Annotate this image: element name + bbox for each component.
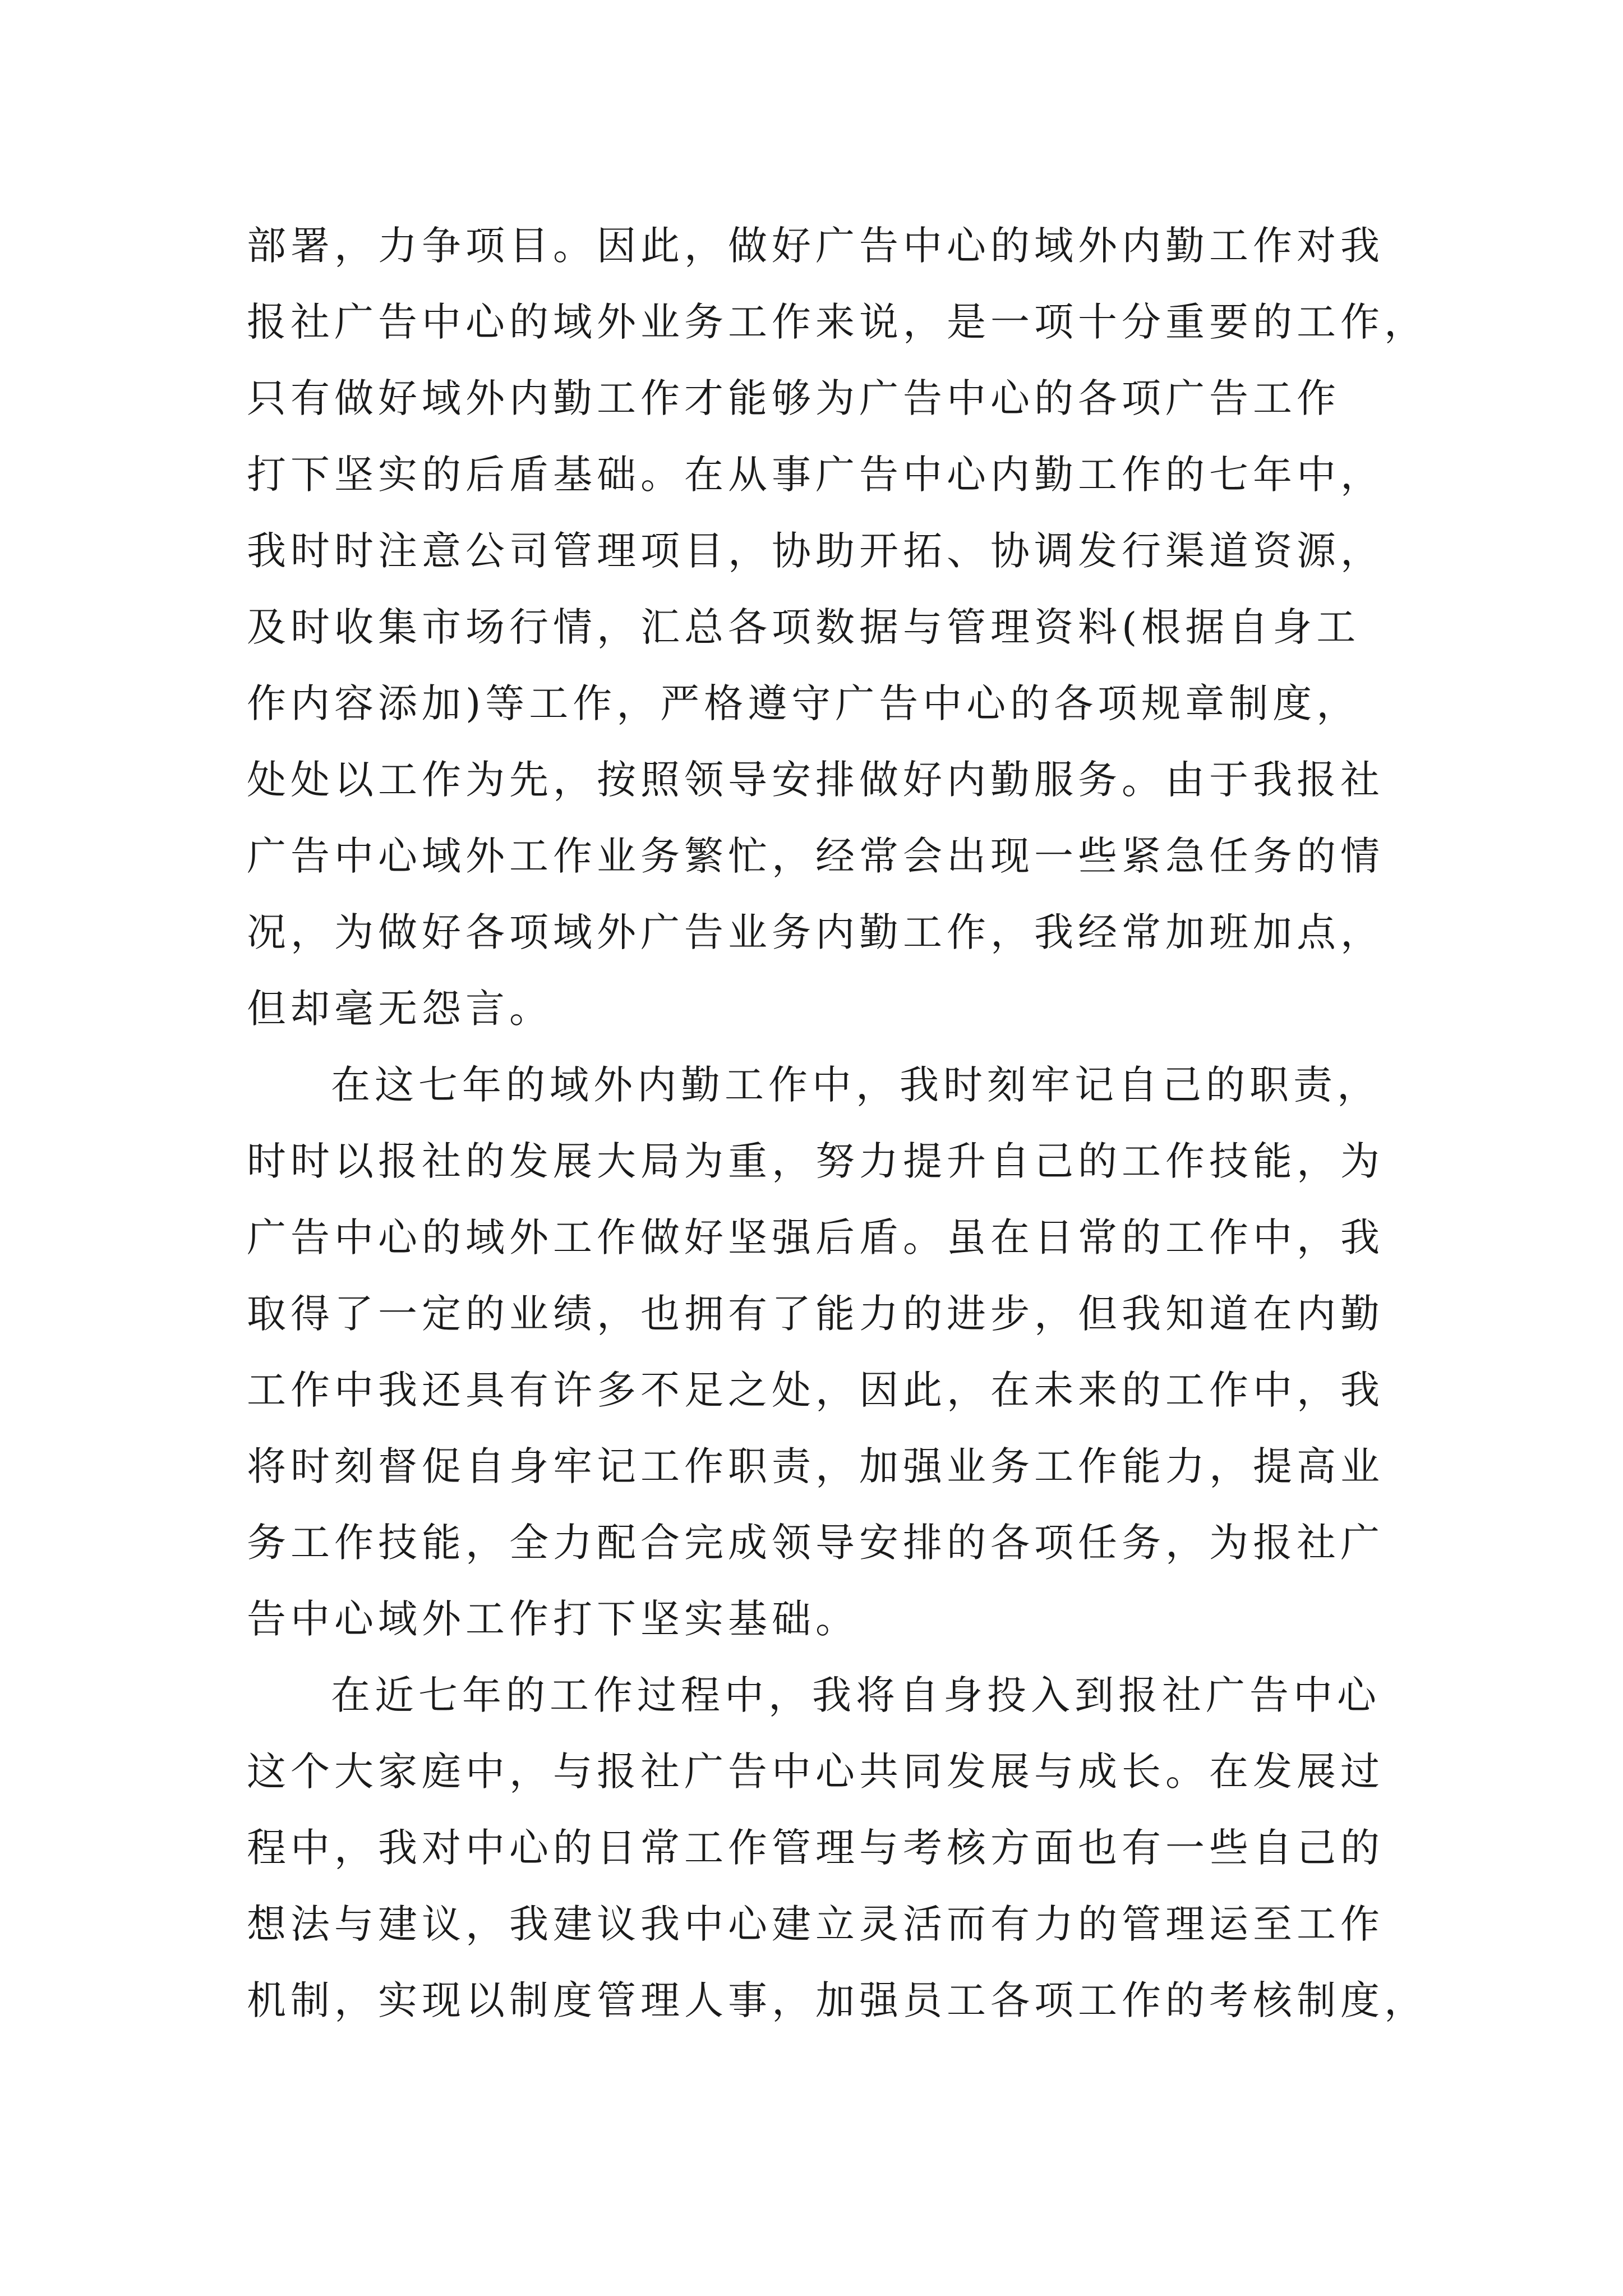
text-line: 报社广告中心的域外业务工作来说，是一项十分重要的工作， bbox=[247, 299, 1428, 345]
document-body bbox=[247, 208, 1428, 2039]
text-line: 只有做好域外内勤工作才能够为广告中心的各项广告工作 bbox=[247, 375, 1340, 421]
paragraph-start-line: 在近七年的工作过程中，我将自身投入到报社广告中心 bbox=[331, 1672, 1381, 1718]
text-line: 告中心域外工作打下坚实基础。 bbox=[247, 1596, 859, 1642]
text-line: 及时收集市场行情，汇总各项数据与管理资料(根据自身工 bbox=[247, 604, 1361, 650]
text-line: 广告中心的域外工作做好坚强后盾。虽在日常的工作中，我 bbox=[247, 1214, 1384, 1260]
text-line: 取得了一定的业绩，也拥有了能力的进步，但我知道在内勤 bbox=[247, 1291, 1384, 1337]
text-line: 将时刻督促自身牢记工作职责，加强业务工作能力，提高业 bbox=[247, 1443, 1384, 1489]
text-line: 机制，实现以制度管理人事，加强员工各项工作的考核制度， bbox=[247, 1977, 1428, 2023]
text-line: 想法与建议，我建议我中心建立灵活而有力的管理运至工作 bbox=[247, 1901, 1384, 1947]
text-line: 时时以报社的发展大局为重，努力提升自己的工作技能，为 bbox=[247, 1138, 1384, 1184]
text-line: 部署，力争项目。因此，做好广告中心的域外内勤工作对我 bbox=[247, 223, 1384, 269]
text-line: 我时时注意公司管理项目，协助开拓、协调发行渠道资源， bbox=[247, 528, 1384, 574]
paragraph-start-line: 在这七年的域外内勤工作中，我时刻牢记自己的职责， bbox=[331, 1062, 1381, 1108]
text-line: 程中，我对中心的日常工作管理与考核方面也有一些自己的 bbox=[247, 1825, 1384, 1871]
text-line: 况，为做好各项域外广告业务内勤工作，我经常加班加点， bbox=[247, 909, 1384, 955]
text-line: 但却毫无怨言。 bbox=[247, 986, 553, 1032]
text-line: 处处以工作为先，按照领导安排做好内勤服务。由于我报社 bbox=[247, 757, 1384, 803]
text-line: 作内容添加)等工作，严格遵守广告中心的各项规章制度， bbox=[247, 680, 1361, 726]
text-line: 工作中我还具有许多不足之处，因此，在未来的工作中，我 bbox=[247, 1367, 1384, 1413]
text-line: 打下坚实的后盾基础。在从事广告中心内勤工作的七年中， bbox=[247, 452, 1384, 498]
text-line: 广告中心域外工作业务繁忙，经常会出现一些紧急任务的情 bbox=[247, 833, 1384, 879]
text-line: 这个大家庭中，与报社广告中心共同发展与成长。在发展过 bbox=[247, 1749, 1384, 1795]
text-line: 务工作技能，全力配合完成领导安排的各项任务，为报社广 bbox=[247, 1520, 1384, 1566]
